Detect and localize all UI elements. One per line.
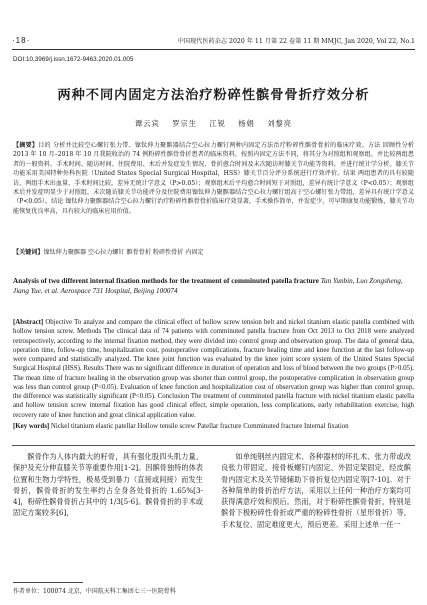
english-title-block xyxy=(13,276,414,297)
abstract-label: 【摘要】 xyxy=(13,142,39,149)
section-rule xyxy=(12,445,415,446)
abstract-text: 目的 分析并比较空心螺钉张力带、镍钛伸力聚髌器结合空心拉力螺钉两种内固定方法治疗粉碎性髌骨骨折的临床疗效。方法 回顾性分析 2013 年 10 月–2018 年 10 月我院收治的 74 例粉碎性髌骨骨折患者的临床资料，按照内固定方法不同，将其分为对照组和观察组，并比较两组患者的一般资料、手术时间、随访时间、住院费用、术后并发症发生情况、骨折愈合时间及末次随访时膝关节功能等资料，并进行统计学分析。膝关节功能采用美国特种外科医院（United States Special Surgical Hospital，HSS）膝关节百分评分系统进行疗效评价。结果 两组患者的具有较随访，两组手术出血量、手术时间比较，差异无统计学意义（P>0.05）；观察组术后平均愈合时间短于对照组，差异有统计学意义（P<0.05）；观察组术后并发症明显少于对照组，末次随访膝关节功能评分及住院费用镍钛伸力聚髌器结合空心拉力螺钉组高于空心螺钉张力带组，差异具有统计学意义（P<0.05）。结论 镍钛伸力聚髌器结合空心拉力螺钉治疗粉碎性髌骨骨折临床疗效显著，手术操作简单，并发症少，可早期康复功能锻炼，膝关节功能恢复优良率高，具有较大的临床应用价值。 xyxy=(13,142,415,215)
keywords-text: 镍钛伸力聚髌器 空心拉力螺钉 髌骨骨折 粉碎性骨折 内固定 xyxy=(43,249,204,256)
author-affiliation-footnote: 作者单位：100074 北京，中国航天科工集团七三一医院骨科 xyxy=(13,588,176,595)
author: 谭云宾 xyxy=(134,119,160,128)
body-columns xyxy=(13,451,414,591)
keywords-en-text: Nickel titanium elastic patellar Hollow tensile screw Patellar fracture Comminuted fracture Internal fixation xyxy=(50,423,349,430)
english-authors: Tan Yunbin, Luo Zongsheng, Jiang Yue, et al. xyxy=(13,277,403,296)
abstract-en-text: Objective To analyze and compare the clinical effect of hollow screw tension belt and nickel titanium elastic patella combined with hollow tension screw. Methods The clinical data of 74 patients with comminuted patella fracture from Oct 2013 to Oct 2018 were analyzed retrospectively, according to the internal fixation method, they were divided into control group and observation group. The data of general data, operation time, follow-up time, hospitalization cost, postoperative complications, fracture healing time and knee function at the last follow-up were compared and statistically analyzed. The knee joint function was evaluated by the knee joint score system of the United States Special Surgical Hospital (HSS). Results There was no significant difference in duration of operation and loss of blood between the two groups (P>0.05). The mean time of fracture healing in the observation group was shorter than control group, the postoperative complication in observation group was less than control group (P<0.05). Evaluation of knee function and hospitalization cost of observation group was higher than control group, the difference was statistically significant (P<0.05). Conclusion The treatment of comminuted patella fracture with nickel titanium elastic patella and hollow tension screw internal fixation has good clinical effect, simple operation, less complications, early rehabilitation exercise, high recovery rate of knee function and great clinical application value. xyxy=(13,319,414,419)
article-title: 两种不同内固定方法治疗粉碎性髌骨骨折疗效分析 xyxy=(57,88,370,103)
body-column-left: 髌骨作为人体内最大的籽骨，具有强化股四头肌力量、保护及充分伸直膝关节等重要作用[1-2]。因髌骨独特的体表位置和生物力学特性，极易受到暴力（直接或间接）而发生骨折，髌骨骨折的发生率约占全身各处骨折的 1.65%[3-4]，粉碎性髌骨骨折占其中的 1/3[5-6]。髌骨骨折的手术或固定方案较多[6]， xyxy=(13,452,203,518)
abstract-chinese xyxy=(13,141,414,216)
keywords-en-label: [Key words] xyxy=(13,423,50,430)
abstract-en-label: [Abstract] xyxy=(13,319,44,326)
author: 杨娟 xyxy=(238,119,255,128)
author: 罗宗生 xyxy=(172,119,198,128)
page-number: ·18· xyxy=(12,35,31,45)
header-rule xyxy=(12,49,415,50)
running-header xyxy=(12,33,415,47)
body-column-right: 如单纯钢丝内固定术、各种器材的环扎术、张力带或改良张力带固定、接骨板螺钉内固定、外固定架固定、经皮髌骨内固定术及关节镜辅助下骨折复位内固定等[7-10]。对于各种简单的骨折治疗方法，采用以上任何一种治疗方案均可获得满意疗效和预后。然而，对于粉碎性髌骨骨折，特别是髌骨下极粉碎性骨折或严重的粉碎性骨折（星形骨折）等，手术复位、固定难度更大，预后更差。采用上述单一任一 xyxy=(221,452,411,529)
doi[interactable]: DOI:10.3969/j.issn.1672-9463.2020.01.005 xyxy=(13,56,134,63)
footnote-rule xyxy=(13,582,83,583)
keywords-label: 【关键词】 xyxy=(13,249,44,256)
english-affiliation: Aerospace 731 Hospital, Beijing 100074 xyxy=(60,287,178,296)
author-list xyxy=(0,119,427,129)
author: 江锐 xyxy=(209,119,226,128)
english-title: Analysis of two different internal fixation methods for the treatment of comminuted patella fracture xyxy=(13,277,319,285)
author: 刘黎亮 xyxy=(267,119,293,128)
journal-info: 中国现代医药杂志 2020 年 11 月第 22 卷第 11 期 MMJC, Jan 2020, Vol 22, No.1 xyxy=(177,37,415,45)
abstract-english xyxy=(13,318,414,420)
keywords-english xyxy=(13,422,414,431)
keywords-chinese xyxy=(13,248,414,257)
